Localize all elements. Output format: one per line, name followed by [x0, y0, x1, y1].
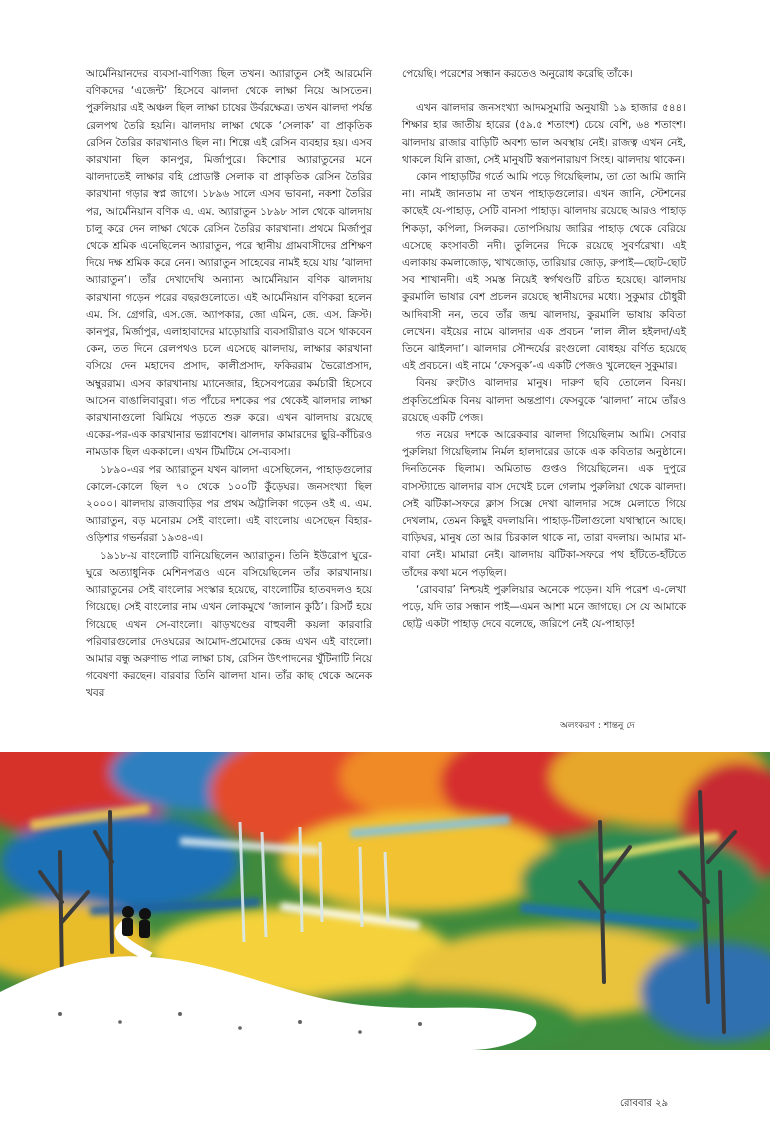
page-folio: রোববার ২৯ — [620, 1098, 669, 1109]
article-column-left — [86, 66, 372, 703]
article-paragraph: গত নয়ের দশকে আরেকবার ঝালদা গিয়েছিলাম আমি। সেবার পুরুলিয়া গিয়েছিলাম নির্মল হালদারের ডাকে এক কবিতার অনুষ্ঠানে। দিনতিনেক ছিলাম। অমিতাভ গুপ্তও গিয়েছিলেন। এক দুপুরে বাসস্ট্যান্ডে ঝালদার বাস দেখেই চলে গেলাম পুরুলিয়া থেকে ঝালদা। সেই ঝটিকা-সফরে ক্লাস সিক্সে দেখা ঝালদার সঙ্গে মেলাতে গিয়ে দেখলাম, তেমন কিছুই বদলায়নি। পাহাড়-টিলাগুলো যথাস্থানে আছে। বাড়িঘর, মানুষ তো আর চিরকাল থাকে না, তারা বদলায়। আমার মা-বাবা নেই। মামারা নেই। ঝালদায় ঝটিকা-সফরে পথ হাঁটতে-হাঁটতে তাঁদের কথা মনে পড়ছিল। — [402, 429, 686, 579]
article-paragraph: পেয়েছি। পরেশের সন্ধান করতেও অনুরোধ করেছি তাঁকে। — [402, 68, 633, 80]
article-paragraph: আর্মেনিয়ানদের ব্যবসা-বাণিজ্য ছিল তখন। অ্যারাতুন সেই আরমেনি বণিকদের ‘এজেন্ট’ হিসেবে ঝালদা থেকে লাক্ষা নিয়ে আসতেন। পুরুলিয়ার এই অঞ্চল ছিল লাক্ষা চাষের উর্বরক্ষেত্র। তখন ঝালদা পর্যন্ত রেলপথ তৈরি হয়নি। ঝালদায় লাক্ষা থেকে ‘সেলাক’ বা প্রাকৃতিক রেসিন তৈরির কারখানাও ছিল না। শিল্পে এই রেসিন ব্যবহার হয়। এসব কারখানা ছিল কানপুর, মির্জাপুরে। কিশোর অ্যারাতুনের মনে ঝালদাতেই লাক্ষার বহি প্রোডাক্ট সেলাক বা প্রাকৃতিক রেসিন তৈরির কারখানা গড়ার স্বপ্ন জাগে। ১৮৯৬ সালে এসব ভাবনা, নকশা তৈরির পর, আর্মেনিয়ান বণিক এ. এম. অ্যারাতুন ১৮৯৮ সাল থেকে ঝালদায় চালু করে দেন লাক্ষা থেকে রেসিন তৈরির কারখানা। প্রথমে মির্জাপুর থেকে শ্রমিক এনেছিলেন অ্যারাতুন, পরে স্থানীয় গ্রামবাসীদের প্রশিক্ষণ দিয়ে দক্ষ শ্রমিক করে নেন। অ্যারাতুন সাহেবের নামই হয়ে যায় ‘ঝালদা অ্যারাতুন’। তাঁর দেখাদেখি অন্যান্য আর্মেনিয়ান বণিক ঝালদায় কারখানা গড়েন পরের বছরগুলোতে। এই আর্মেনিয়ান বণিকরা হলেন এম. সি. গ্রেগরি, এস.জে. অ্যাপকার, জো এমিন, জে. এস. ক্রিস্ট। কানপুর, মির্জাপুর, এলাহাবাদের মাড়োয়ারি ব্যবসায়ীরাও বসে থাকবেন কেন, তত দিনে রেলপথও চলে এসেছে ঝালদায়, লাক্ষার কারখানা বসিয়ে দেন মহাদেব প্রসাদ, কালীপ্রসাদ, ফকিররাম ভৈরোপ্রসাদ, অম্বুররাম। এসব কারখানায় ম্যানেজার, হিসেবপত্রের কর্মচারী হিসেবে আসেন বাঙালিবাবুরা। গত পাঁচের দশকের পর থেকেই ঝালদার লাক্ষা কারখানাগুলো ঝিমিয়ে পড়তে শুরু করে। এখন ঝালদায় রয়েছে একের-পর-এক কারখানার ভগ্নাবশেষ। ঝালদার কামারদের ছুরি-কাঁচিরও নামডাক ছিল এককালে। এখন টিমটিমে সে-ব্যবসা। — [86, 68, 372, 459]
article-paragraph: বিনয় রুংটাও ঝালদার মানুষ। দারুণ ছবি তোলেন বিনয়। প্রকৃতিপ্রেমিক বিনয় ঝালদা অন্তপ্রাণ। ফেসবুকে ‘ঝালদা’ নামে তাঁরও রয়েছে একটি পেজ। — [402, 377, 686, 424]
article-column-right — [402, 66, 686, 634]
article-paragraph: ১৯১৮-য় বাংলোটি বানিয়েছিলেন অ্যারাতুন। তিনি ইউরোপ ঘুরে-ঘুরে অত্যাধুনিক মেশিনপত্রও এনে বসিয়েছিলেন তাঁর কারখানায়। অ্যারাতুনের সেই বাংলোর সংস্কার হয়েছে, বাংলোটির হাতবদলও হয়ে গিয়েছে। সেই বাংলোর নাম এখন লোকমুখে ‘জালান কুঠি’। রিসর্ট হয়ে গিয়েছে এখন সে-বাংলো। ঝাড়খণ্ডের বাহুবলী কয়লা কারবারি পরিবারগুলোর দেওঘরের আমোদ-প্রমোদের কেন্দ্র এখন এই বাংলো। আমার বন্ধু অরুণাভ পাত্র লাক্ষা চাষ, রেসিন উৎপাদনের খুঁটিনাটি নিয়ে গবেষণা করছেন। বারবার তিনি ঝালদা যান। তাঁর কাছ থেকে অনেক খবর — [86, 549, 372, 700]
illustration-credit: অলংকরণ : শান্তনু দে — [560, 721, 635, 731]
article-paragraph: ‘রোববার’ নিশ্চয়ই পুরুলিয়ার অনেকে পড়েন। যদি পরেশ এ-লেখা পড়ে, যদি তার সন্ধান পাই—এমন আশা মনে জাগছে। সে যে আমাকে ছোট্ট একটা পাহাড় দেবে বলেছে, জরিপে নেই যে-পাহাড়! — [402, 583, 686, 631]
article-paragraph: ১৮৯০-এর পর অ্যারাতুন যখন ঝালদা এসেছিলেন, পাহাড়গুলোর কোলে-কোলে ছিল ৭০ থেকে ১০০টি কুঁড়েঘর। জনসংখ্যা ছিল ২০০০। ঝালদায় রাজবাড়ির পর প্রথম অট্টালিকা গড়েন ওই এ. এম. অ্যারাতুন, বড় মনোরম সেই বাংলো। এই বাংলোয় এসেছেন বিহার-ওড়িশার গভর্নররা ১৯৩৪-এ। — [86, 463, 372, 545]
article-paragraph: কোন পাহাড়টির গর্তে আমি পড়ে গিয়েছিলাম, তা তো আমি জানি না। নামই জানতাম না তখন পাহাড়গুলোর। এখন জানি, স্টেশনের কাছেই যে-পাহাড়, সেটি বানসা পাহাড়। ঝালদায় রয়েছে আরও পাহাড় শিকড়া, কপিলা, সিলকর। তোপসিয়ায় জারির পাহাড় থেকে বেরিয়ে এসেছে কংসাবতী নদী। তুলিনের দিকে রয়েছে সুবর্ণরেখা। এই এলাকায় কমলাজোড়, খাখজোড়, তারিয়ার জোড়, রুপাই—ছোট-ছোট সব শাখানদী। এই সমস্ত নিয়েই স্বর্গখণ্ডটি রচিত হয়েছে। ঝালদায় কুরমালি ভাষার বেশ প্রচলন রয়েছে স্থানীয়দের মধ্যে। সুকুমার চৌধুরী আদিবাসী নন, তবে তাঁর জন্ম ঝালদায়, কুরমালি ভাষায় কবিতা লেখেন। বইয়ের নামে ঝালদার এক প্রবচন ‘লাল লীল হইলদা/এই তিনে ঝাইলদা’। ঝালদার সৌন্দর্যের রংগুলো বোধহয় বর্ণিত হয়েছে এই প্রবচনে। এই নামে ‘ফেসবুক’-এ একটি পেজও খুলেছেন সুকুমার। — [402, 171, 686, 373]
article-paragraph: এখন ঝালদার জনসংখ্যা আদমসুমারি অনুযায়ী ১৯ হাজার ৫৪৪। শিক্ষার হার জাতীয় হারের (৫৯.৫ শতাংশ) চেয়ে বেশি, ৬৪ শতাংশ। ঝালদায় রাজার বাড়িটি অবশ্য ভাল অবস্থায় নেই। রাজত্ব এখন নেই, থাকলে যিনি রাজা, সেই মানুষটি স্বরূপনারায়ণ সিংহ। ঝালদায় থাকেন। — [402, 102, 686, 166]
landscape-illustration — [0, 752, 770, 1050]
